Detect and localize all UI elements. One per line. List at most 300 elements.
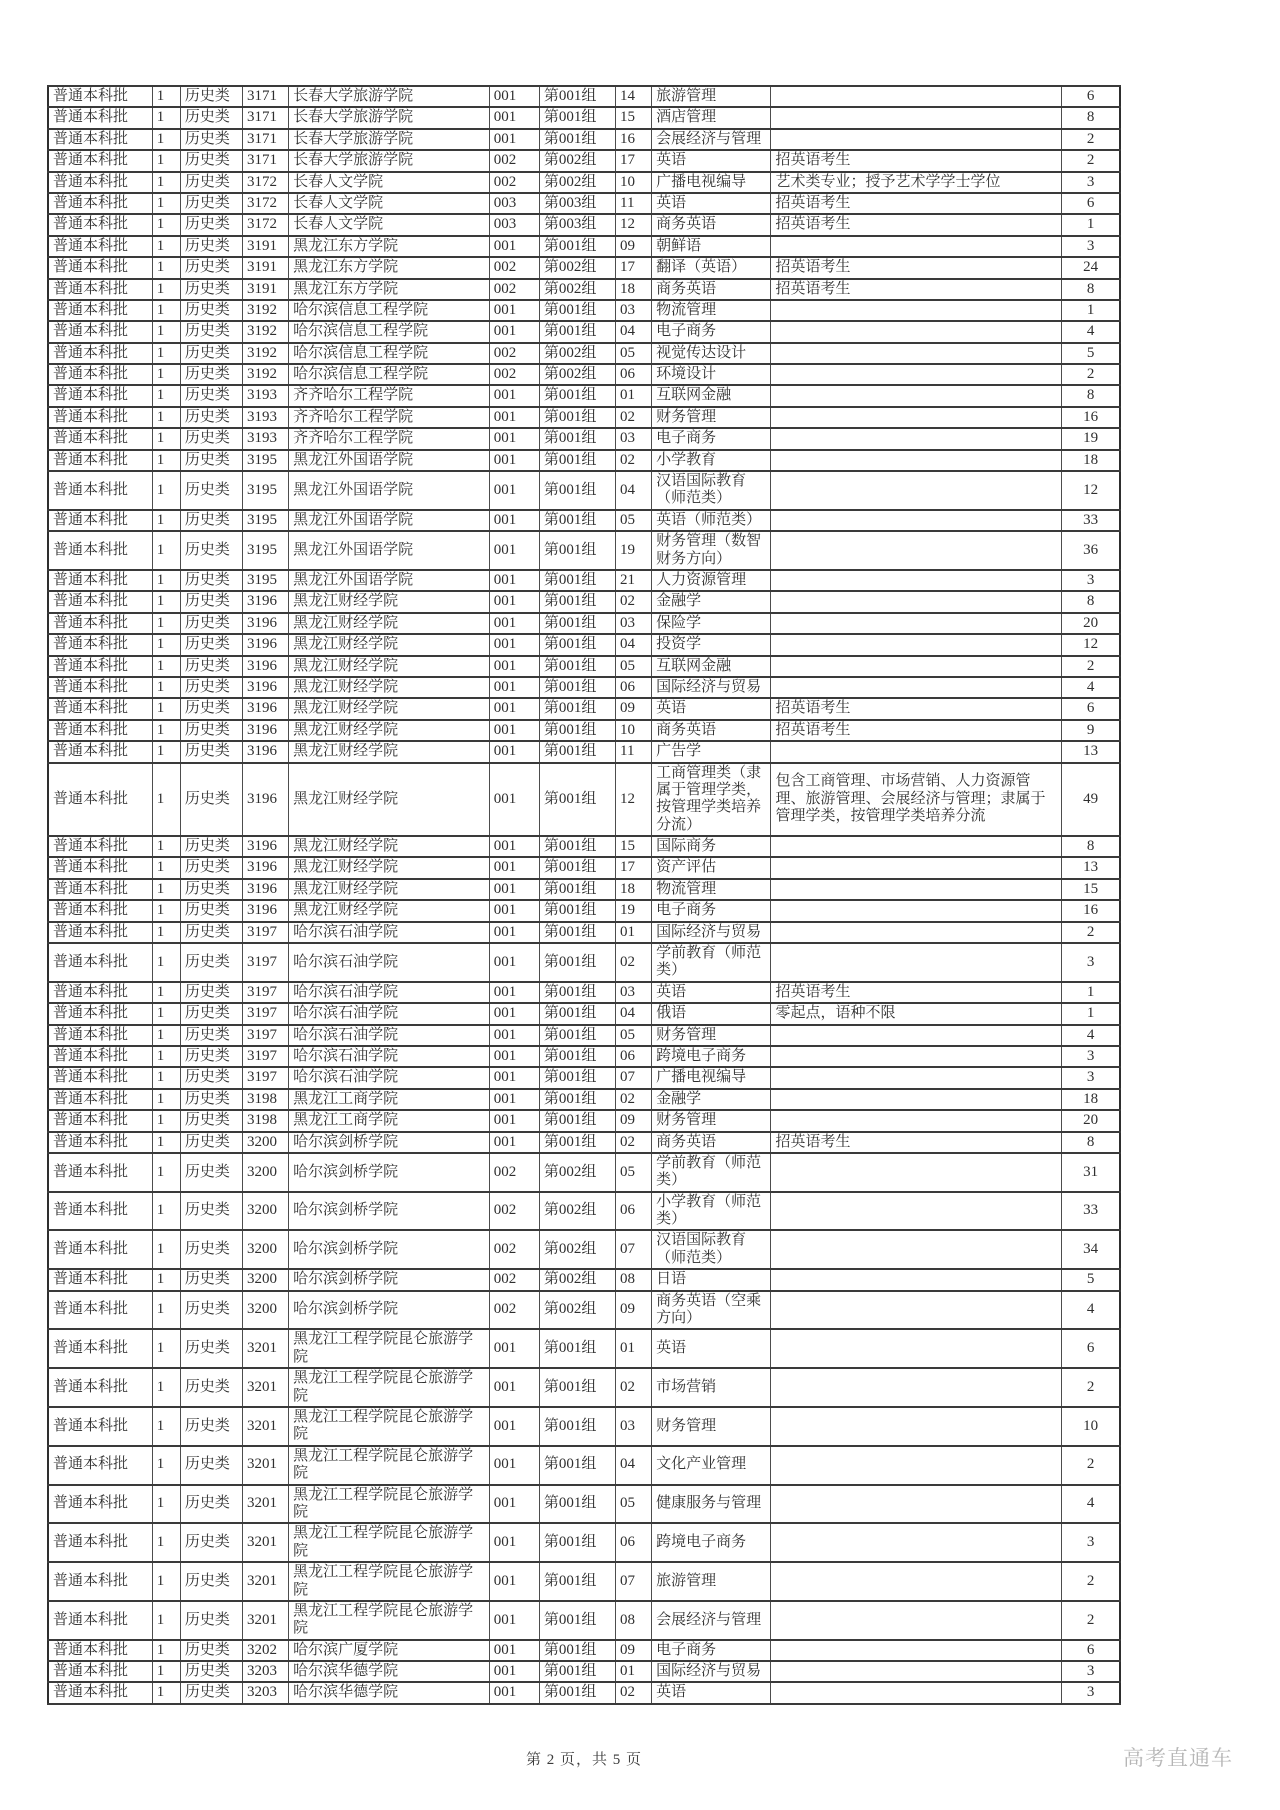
cell-remark: [771, 1025, 1062, 1046]
cell-school-code: 3201: [243, 1601, 289, 1640]
cell-group-name: 第002组: [539, 1153, 615, 1192]
cell-plan-count: 3: [1062, 1046, 1120, 1067]
cell-sequence: 1: [152, 321, 180, 342]
cell-group-code: 002: [489, 1153, 539, 1192]
cell-sequence: 1: [152, 1132, 180, 1153]
cell-sequence: 1: [152, 591, 180, 612]
cell-group-name: 第001组: [539, 656, 615, 677]
cell-subject-category: 历史类: [180, 720, 242, 741]
table-row: [48, 1523, 1120, 1562]
cell-plan-count: 3: [1062, 1682, 1120, 1703]
cell-sequence: 1: [152, 1089, 180, 1110]
cell-major-code: 04: [616, 634, 652, 655]
table-row: [48, 172, 1120, 193]
cell-batch: 普通本科批: [48, 1067, 152, 1088]
cell-school-name: 哈尔滨信息工程学院: [289, 364, 490, 385]
cell-school-code: 3197: [243, 1046, 289, 1067]
cell-school-code: 3201: [243, 1562, 289, 1601]
cell-batch: 普通本科批: [48, 1192, 152, 1231]
cell-school-code: 3197: [243, 1025, 289, 1046]
cell-plan-count: 3: [1062, 570, 1120, 591]
table-row: [48, 236, 1120, 257]
cell-school-code: 3200: [243, 1269, 289, 1290]
cell-school-name: 黑龙江财经学院: [289, 879, 490, 900]
cell-plan-count: 8: [1062, 1132, 1120, 1153]
cell-group-name: 第001组: [539, 741, 615, 762]
cell-major-name: 英语: [652, 193, 771, 214]
cell-plan-count: 49: [1062, 763, 1120, 837]
cell-sequence: 1: [152, 836, 180, 857]
cell-group-code: 002: [489, 279, 539, 300]
cell-plan-count: 3: [1062, 1661, 1120, 1682]
cell-group-code: 003: [489, 214, 539, 235]
table-row: [48, 698, 1120, 719]
cell-group-code: 002: [489, 1230, 539, 1269]
cell-subject-category: 历史类: [180, 1110, 242, 1131]
cell-major-code: 06: [616, 1046, 652, 1067]
cell-major-name: 旅游管理: [652, 1562, 771, 1601]
cell-subject-category: 历史类: [180, 172, 242, 193]
cell-school-code: 3172: [243, 214, 289, 235]
table-row: [48, 591, 1120, 612]
cell-school-name: 黑龙江工程学院昆仑旅游学院: [289, 1523, 490, 1562]
cell-remark: [771, 741, 1062, 762]
cell-remark: [771, 922, 1062, 943]
cell-group-code: 002: [489, 150, 539, 171]
cell-batch: 普通本科批: [48, 836, 152, 857]
cell-remark: [771, 1089, 1062, 1110]
cell-major-name: 国际经济与贸易: [652, 1661, 771, 1682]
cell-major-name: 电子商务: [652, 428, 771, 449]
table-row: [48, 193, 1120, 214]
cell-major-code: 15: [616, 836, 652, 857]
cell-subject-category: 历史类: [180, 1291, 242, 1330]
cell-major-code: 18: [616, 879, 652, 900]
table-row: [48, 1067, 1120, 1088]
cell-sequence: 1: [152, 385, 180, 406]
cell-subject-category: 历史类: [180, 1640, 242, 1661]
cell-school-name: 黑龙江工程学院昆仑旅游学院: [289, 1407, 490, 1446]
cell-group-name: 第001组: [539, 591, 615, 612]
cell-sequence: 1: [152, 1640, 180, 1661]
table-row: [48, 943, 1120, 982]
cell-remark: [771, 1192, 1062, 1231]
cell-remark: [771, 677, 1062, 698]
cell-plan-count: 8: [1062, 836, 1120, 857]
cell-remark: [771, 613, 1062, 634]
cell-plan-count: 2: [1062, 1446, 1120, 1485]
cell-school-code: 3196: [243, 741, 289, 762]
table-row: [48, 279, 1120, 300]
cell-group-code: 001: [489, 879, 539, 900]
cell-group-code: 002: [489, 364, 539, 385]
cell-school-code: 3196: [243, 900, 289, 921]
table-row: [48, 428, 1120, 449]
cell-group-code: 001: [489, 1446, 539, 1485]
cell-batch: 普通本科批: [48, 1368, 152, 1407]
cell-school-name: 长春大学旅游学院: [289, 86, 490, 107]
cell-major-name: 英语: [652, 698, 771, 719]
cell-plan-count: 20: [1062, 613, 1120, 634]
cell-plan-count: 3: [1062, 1523, 1120, 1562]
cell-major-name: 物流管理: [652, 300, 771, 321]
cell-sequence: 1: [152, 1368, 180, 1407]
cell-group-code: 001: [489, 1562, 539, 1601]
cell-major-name: 会展经济与管理: [652, 129, 771, 150]
cell-major-code: 09: [616, 1640, 652, 1661]
cell-subject-category: 历史类: [180, 763, 242, 837]
cell-major-code: 04: [616, 1003, 652, 1024]
table-row: [48, 214, 1120, 235]
cell-group-name: 第001组: [539, 385, 615, 406]
cell-plan-count: 2: [1062, 1601, 1120, 1640]
cell-major-code: 05: [616, 510, 652, 531]
page-number-text: 第 2 页，共 5 页: [525, 1752, 642, 1768]
cell-school-name: 黑龙江工程学院昆仑旅游学院: [289, 1485, 490, 1524]
cell-major-code: 05: [616, 343, 652, 364]
cell-remark: 招英语考生: [771, 279, 1062, 300]
cell-sequence: 1: [152, 129, 180, 150]
cell-group-code: 001: [489, 1089, 539, 1110]
cell-subject-category: 历史类: [180, 1089, 242, 1110]
cell-remark: [771, 1368, 1062, 1407]
cell-batch: 普通本科批: [48, 698, 152, 719]
cell-major-code: 01: [616, 1661, 652, 1682]
cell-batch: 普通本科批: [48, 1640, 152, 1661]
cell-major-code: 06: [616, 1192, 652, 1231]
cell-major-code: 17: [616, 150, 652, 171]
cell-school-name: 长春大学旅游学院: [289, 107, 490, 128]
cell-group-name: 第002组: [539, 150, 615, 171]
cell-school-name: 哈尔滨石油学院: [289, 1067, 490, 1088]
cell-major-code: 03: [616, 1407, 652, 1446]
cell-group-name: 第001组: [539, 86, 615, 107]
cell-subject-category: 历史类: [180, 1025, 242, 1046]
cell-remark: 招英语考生: [771, 150, 1062, 171]
cell-plan-count: 1: [1062, 300, 1120, 321]
cell-school-name: 齐齐哈尔工程学院: [289, 428, 490, 449]
cell-group-code: 001: [489, 531, 539, 570]
cell-plan-count: 24: [1062, 257, 1120, 278]
cell-major-code: 02: [616, 407, 652, 428]
table-row: [48, 1329, 1120, 1368]
cell-subject-category: 历史类: [180, 428, 242, 449]
cell-remark: [771, 1523, 1062, 1562]
cell-major-code: 01: [616, 1329, 652, 1368]
cell-major-code: 05: [616, 1485, 652, 1524]
cell-school-code: 3197: [243, 922, 289, 943]
cell-school-code: 3195: [243, 471, 289, 510]
table-row: [48, 1562, 1120, 1601]
cell-remark: 艺术类专业；授予艺术学学士学位: [771, 172, 1062, 193]
cell-school-code: 3198: [243, 1089, 289, 1110]
cell-remark: [771, 1601, 1062, 1640]
cell-plan-count: 33: [1062, 1192, 1120, 1231]
cell-major-name: 学前教育（师范类）: [652, 943, 771, 982]
cell-remark: [771, 634, 1062, 655]
cell-group-name: 第001组: [539, 428, 615, 449]
cell-subject-category: 历史类: [180, 677, 242, 698]
cell-subject-category: 历史类: [180, 698, 242, 719]
cell-batch: 普通本科批: [48, 279, 152, 300]
cell-major-name: 工商管理类（隶属于管理学类，按管理学类培养分流）: [652, 763, 771, 837]
cell-sequence: 1: [152, 677, 180, 698]
cell-group-code: 001: [489, 613, 539, 634]
cell-sequence: 1: [152, 763, 180, 837]
cell-group-code: 001: [489, 321, 539, 342]
cell-group-code: 001: [489, 677, 539, 698]
cell-remark: [771, 570, 1062, 591]
cell-school-name: 黑龙江外国语学院: [289, 510, 490, 531]
cell-plan-count: 2: [1062, 1562, 1120, 1601]
cell-group-code: 001: [489, 1523, 539, 1562]
cell-group-code: 001: [489, 763, 539, 837]
cell-school-name: 黑龙江财经学院: [289, 720, 490, 741]
cell-remark: 招英语考生: [771, 214, 1062, 235]
cell-major-name: 资产评估: [652, 857, 771, 878]
cell-sequence: 1: [152, 1485, 180, 1524]
cell-sequence: 1: [152, 1003, 180, 1024]
cell-subject-category: 历史类: [180, 613, 242, 634]
cell-subject-category: 历史类: [180, 129, 242, 150]
cell-batch: 普通本科批: [48, 720, 152, 741]
cell-plan-count: 18: [1062, 1089, 1120, 1110]
cell-batch: 普通本科批: [48, 1132, 152, 1153]
table-row: [48, 321, 1120, 342]
cell-remark: [771, 1291, 1062, 1330]
cell-school-name: 哈尔滨信息工程学院: [289, 300, 490, 321]
table-row: [48, 741, 1120, 762]
cell-group-name: 第001组: [539, 1682, 615, 1703]
cell-batch: 普通本科批: [48, 1661, 152, 1682]
cell-group-name: 第003组: [539, 214, 615, 235]
cell-major-code: 03: [616, 982, 652, 1003]
cell-major-code: 04: [616, 1446, 652, 1485]
table-row: [48, 531, 1120, 570]
cell-major-name: 广告学: [652, 741, 771, 762]
table-row: [48, 300, 1120, 321]
cell-school-code: 3196: [243, 879, 289, 900]
cell-plan-count: 6: [1062, 86, 1120, 107]
cell-plan-count: 4: [1062, 1291, 1120, 1330]
cell-subject-category: 历史类: [180, 385, 242, 406]
cell-remark: 招英语考生: [771, 720, 1062, 741]
cell-batch: 普通本科批: [48, 531, 152, 570]
cell-subject-category: 历史类: [180, 879, 242, 900]
cell-sequence: 1: [152, 1661, 180, 1682]
cell-group-name: 第001组: [539, 698, 615, 719]
cell-group-name: 第001组: [539, 321, 615, 342]
cell-group-name: 第001组: [539, 922, 615, 943]
cell-school-code: 3201: [243, 1368, 289, 1407]
cell-subject-category: 历史类: [180, 1046, 242, 1067]
cell-plan-count: 3: [1062, 236, 1120, 257]
cell-group-name: 第001组: [539, 879, 615, 900]
cell-subject-category: 历史类: [180, 741, 242, 762]
cell-remark: [771, 943, 1062, 982]
cell-remark: 招英语考生: [771, 698, 1062, 719]
cell-school-name: 哈尔滨信息工程学院: [289, 343, 490, 364]
cell-plan-count: 18: [1062, 450, 1120, 471]
table-row: [48, 857, 1120, 878]
cell-group-code: 001: [489, 1485, 539, 1524]
cell-subject-category: 历史类: [180, 86, 242, 107]
cell-school-code: 3201: [243, 1523, 289, 1562]
cell-batch: 普通本科批: [48, 343, 152, 364]
cell-school-code: 3202: [243, 1640, 289, 1661]
cell-school-name: 哈尔滨石油学院: [289, 943, 490, 982]
cell-school-code: 3200: [243, 1132, 289, 1153]
cell-batch: 普通本科批: [48, 321, 152, 342]
cell-subject-category: 历史类: [180, 1192, 242, 1231]
cell-school-code: 3191: [243, 257, 289, 278]
cell-major-code: 08: [616, 1601, 652, 1640]
cell-subject-category: 历史类: [180, 1682, 242, 1703]
table-row: [48, 570, 1120, 591]
cell-major-name: 人力资源管理: [652, 570, 771, 591]
cell-major-code: 02: [616, 450, 652, 471]
cell-group-code: 002: [489, 343, 539, 364]
table-row: [48, 1446, 1120, 1485]
cell-group-code: 001: [489, 741, 539, 762]
cell-major-name: 英语: [652, 982, 771, 1003]
cell-major-name: 财务管理: [652, 1025, 771, 1046]
cell-school-code: 3198: [243, 1110, 289, 1131]
cell-school-code: 3191: [243, 279, 289, 300]
cell-sequence: 1: [152, 720, 180, 741]
cell-subject-category: 历史类: [180, 531, 242, 570]
cell-remark: [771, 471, 1062, 510]
cell-group-name: 第001组: [539, 300, 615, 321]
cell-school-name: 黑龙江财经学院: [289, 741, 490, 762]
cell-group-name: 第001组: [539, 236, 615, 257]
cell-group-code: 003: [489, 193, 539, 214]
cell-batch: 普通本科批: [48, 214, 152, 235]
cell-school-name: 黑龙江财经学院: [289, 900, 490, 921]
cell-subject-category: 历史类: [180, 1601, 242, 1640]
cell-major-name: 电子商务: [652, 900, 771, 921]
cell-school-code: 3193: [243, 428, 289, 449]
cell-major-name: 财务管理: [652, 1110, 771, 1131]
cell-batch: 普通本科批: [48, 922, 152, 943]
cell-batch: 普通本科批: [48, 982, 152, 1003]
cell-group-name: 第001组: [539, 900, 615, 921]
table-row: [48, 836, 1120, 857]
cell-sequence: 1: [152, 531, 180, 570]
cell-school-name: 黑龙江财经学院: [289, 763, 490, 837]
cell-group-name: 第001组: [539, 531, 615, 570]
cell-group-code: 002: [489, 1192, 539, 1231]
cell-major-name: 国际经济与贸易: [652, 677, 771, 698]
cell-remark: [771, 236, 1062, 257]
cell-group-name: 第001组: [539, 1067, 615, 1088]
cell-remark: [771, 407, 1062, 428]
cell-subject-category: 历史类: [180, 1153, 242, 1192]
cell-sequence: 1: [152, 1291, 180, 1330]
table-row: [48, 86, 1120, 107]
cell-group-name: 第002组: [539, 1269, 615, 1290]
cell-group-name: 第001组: [539, 1329, 615, 1368]
cell-major-code: 01: [616, 922, 652, 943]
cell-sequence: 1: [152, 510, 180, 531]
cell-batch: 普通本科批: [48, 428, 152, 449]
cell-school-name: 哈尔滨剑桥学院: [289, 1291, 490, 1330]
cell-subject-category: 历史类: [180, 836, 242, 857]
cell-school-name: 黑龙江财经学院: [289, 591, 490, 612]
cell-school-code: 3203: [243, 1682, 289, 1703]
cell-school-code: 3200: [243, 1230, 289, 1269]
cell-group-name: 第001组: [539, 1446, 615, 1485]
cell-school-name: 哈尔滨石油学院: [289, 922, 490, 943]
cell-plan-count: 20: [1062, 1110, 1120, 1131]
cell-batch: 普通本科批: [48, 879, 152, 900]
cell-plan-count: 5: [1062, 1269, 1120, 1290]
cell-plan-count: 3: [1062, 943, 1120, 982]
cell-school-code: 3195: [243, 450, 289, 471]
cell-group-code: 001: [489, 1025, 539, 1046]
cell-batch: 普通本科批: [48, 107, 152, 128]
cell-plan-count: 5: [1062, 343, 1120, 364]
cell-group-name: 第002组: [539, 1192, 615, 1231]
cell-major-code: 09: [616, 1110, 652, 1131]
cell-subject-category: 历史类: [180, 450, 242, 471]
cell-major-name: 国际经济与贸易: [652, 922, 771, 943]
cell-batch: 普通本科批: [48, 763, 152, 837]
cell-major-code: 09: [616, 698, 652, 719]
cell-batch: 普通本科批: [48, 1153, 152, 1192]
cell-major-code: 11: [616, 741, 652, 762]
table-row: [48, 1003, 1120, 1024]
cell-school-name: 哈尔滨信息工程学院: [289, 321, 490, 342]
cell-group-name: 第001组: [539, 1368, 615, 1407]
cell-sequence: 1: [152, 1682, 180, 1703]
cell-major-code: 02: [616, 1132, 652, 1153]
cell-group-code: 002: [489, 1269, 539, 1290]
cell-group-code: 001: [489, 900, 539, 921]
cell-batch: 普通本科批: [48, 1682, 152, 1703]
cell-major-code: 06: [616, 364, 652, 385]
cell-subject-category: 历史类: [180, 922, 242, 943]
cell-batch: 普通本科批: [48, 900, 152, 921]
cell-remark: 招英语考生: [771, 1132, 1062, 1153]
cell-group-code: 001: [489, 1368, 539, 1407]
table-row: [48, 1025, 1120, 1046]
cell-major-code: 03: [616, 613, 652, 634]
cell-group-name: 第001组: [539, 836, 615, 857]
page-footer: [47, 1742, 1233, 1772]
cell-group-name: 第001组: [539, 720, 615, 741]
cell-group-name: 第001组: [539, 943, 615, 982]
table-row: [48, 1407, 1120, 1446]
cell-batch: 普通本科批: [48, 1601, 152, 1640]
cell-school-code: 3195: [243, 510, 289, 531]
cell-school-code: 3200: [243, 1192, 289, 1231]
cell-school-code: 3193: [243, 385, 289, 406]
cell-school-code: 3196: [243, 634, 289, 655]
table-row: [48, 613, 1120, 634]
cell-major-code: 19: [616, 531, 652, 570]
cell-major-name: 小学教育（师范类）: [652, 1192, 771, 1231]
cell-remark: 包含工商管理、市场营销、人力资源管理、旅游管理、会展经济与管理；隶属于管理学类，按管理学类培养分流: [771, 763, 1062, 837]
cell-subject-category: 历史类: [180, 257, 242, 278]
cell-sequence: 1: [152, 1562, 180, 1601]
cell-school-name: 黑龙江东方学院: [289, 279, 490, 300]
cell-school-name: 长春人文学院: [289, 172, 490, 193]
cell-major-name: 汉语国际教育（师范类）: [652, 1230, 771, 1269]
cell-sequence: 1: [152, 364, 180, 385]
cell-plan-count: 33: [1062, 510, 1120, 531]
cell-sequence: 1: [152, 1269, 180, 1290]
